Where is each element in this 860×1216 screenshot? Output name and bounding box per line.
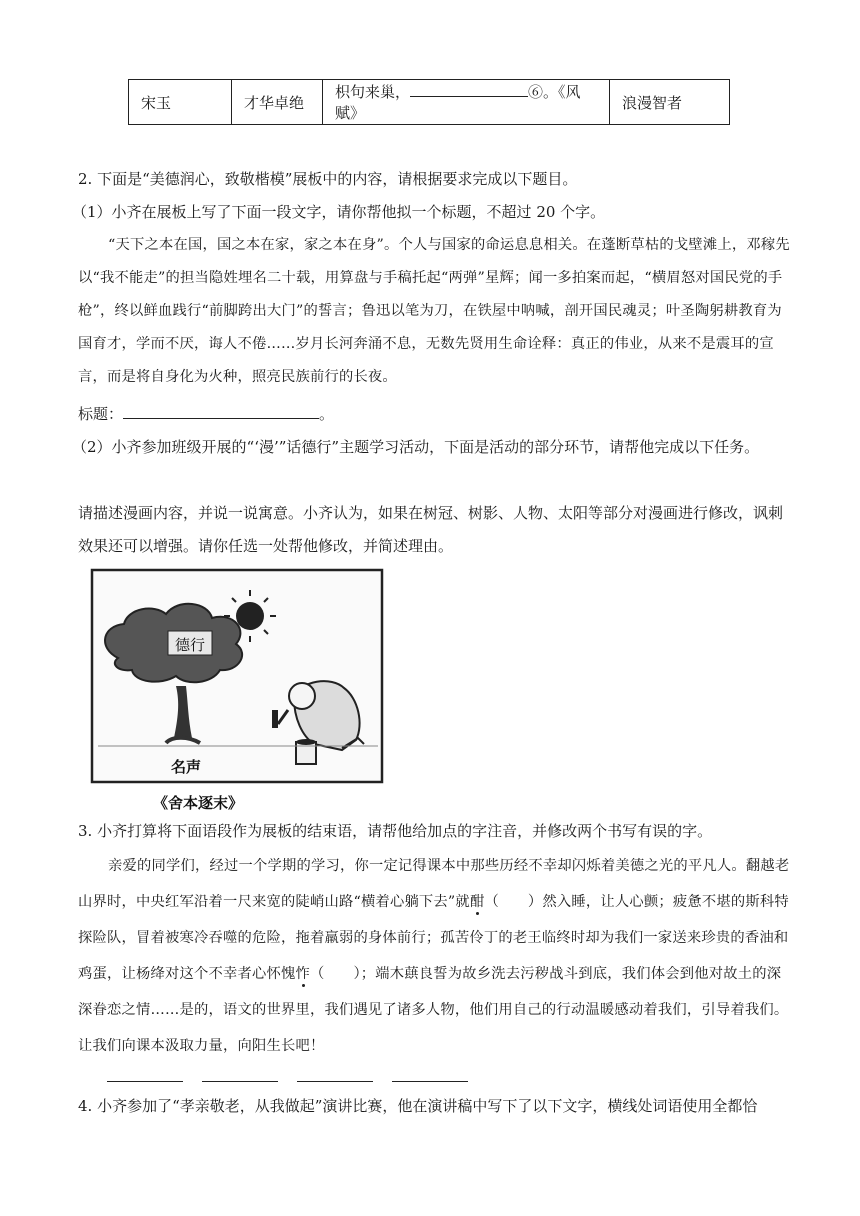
q3-passage [78,848,790,1064]
quote-prefix: 枳句来巢， [335,83,411,101]
title-blank[interactable] [123,404,319,419]
q3-text-3: （ ）；端木蕻良誓为故乡洗去污秽战斗到底，我们体会到他对故土的深深眷恋之情……是的，语文的世界里，我们遇见了诸多人物，他们用自己的行动温暖感动着我们，引导着我们。让我们向课本汲取力量，向阳生长吧！ [78,966,789,1054]
fill-blank-6[interactable] [410,82,528,97]
cartoon-drawing [88,568,388,813]
q2-title: 2. 下面是“美德润心，致敬楷模”展板中的内容，请根据要求完成以下题目。 [78,170,578,188]
cell-role: 浪漫智者 [610,80,730,125]
answer-blanks [107,1068,487,1086]
q3-text-1: 亲爱的同学们，经过一个学期的学习，你一定记得课本中那些历经不幸却闪烁着美德之光的平凡人。翻越老山界时，中央红军沿着一尺来宽的陡峭山路“横着心躺下去”就 [78,858,790,910]
q3-text-2: （ ）然入睡，让人心颤；疲惫不堪的斯科特探险队，冒着被寒冷吞噬的危险，拖着羸弱的身体前行；孤苦伶丁的老王临终时却为我们一家送来珍贵的香油和鸡蛋，让杨绛对这个不幸者心怀愧 [78,894,789,982]
q2-part1: （1）小齐在展板上写了下面一段文字，请你帮他拟一个标题，不超过 20 个字。 [72,203,606,221]
title-end: 。 [319,405,335,423]
q4-title: 4. 小齐参加了“孝亲敬老，从我做起”演讲比赛，他在演讲稿中写下了以下文字，横线处词语使用全都恰 [78,1097,758,1115]
cell-trait: 才华卓绝 [232,80,323,125]
title-label: 标题： [78,405,124,423]
quote-suffix: ⑥。《风赋》 [335,83,581,122]
q2-part2: （2）小齐参加班级开展的“‘漫’”话德行”主题学习活动，下面是活动的部分环节，请帮他完成以下任务。 [72,438,760,456]
poet-table-row [128,79,730,125]
q2-passage: “天下之本在国，国之本在家，家之本在身”。个人与国家的命运息息相关。在蓬断草枯的戈壁滩上，邓稼先以“我不能走”的担当隐姓埋名二十载，用算盘与手稿托起“两弹”星辉；闻一多拍案而起，“横眉怒对国民党的手枪”，终以鲜血践行“前脚跨出大门”的誓言；鲁迅以笔为刀，在铁屋中呐喊，剖开国民魂灵；叶圣陶躬耕教育为国育才，学而不厌，诲人不倦……岁月长河奔涌不息，无数先贤用生命诠释：真正的伟业，从来不是震耳的宣言，而是将自身化为火种，照亮民族前行的长夜。 [78,237,790,385]
q3-title: 3. 小齐打算将下面语段作为展板的结束语，请帮他给加点的字注音，并修改两个书写有误的字。 [78,822,713,840]
paint-bucket-icon [296,739,316,764]
answer-blank-1[interactable] [107,1081,183,1082]
dotted-char-1: 酣 [469,894,485,910]
shadow-label: 名声 [170,758,202,776]
answer-blank-3[interactable] [297,1081,373,1082]
answer-blank-4[interactable] [392,1081,468,1082]
cell-quote [323,80,610,125]
answer-blank-2[interactable] [202,1081,278,1082]
cartoon-caption: 《舍本逐末》 [152,794,244,812]
tree-label: 德行 [174,636,206,654]
q2-task: 请描述漫画内容，并说一说寓意。小齐认为，如果在树冠、树影、人物、太阳等部分对漫画进行修改，讽刺效果还可以增强。请你任选一处帮他修改，并简述理由。 [78,504,784,555]
cartoon-image [88,568,388,813]
dotted-char-2: 怍 [295,966,310,982]
title-answer-line [78,398,790,431]
cell-name: 宋玉 [129,80,232,125]
